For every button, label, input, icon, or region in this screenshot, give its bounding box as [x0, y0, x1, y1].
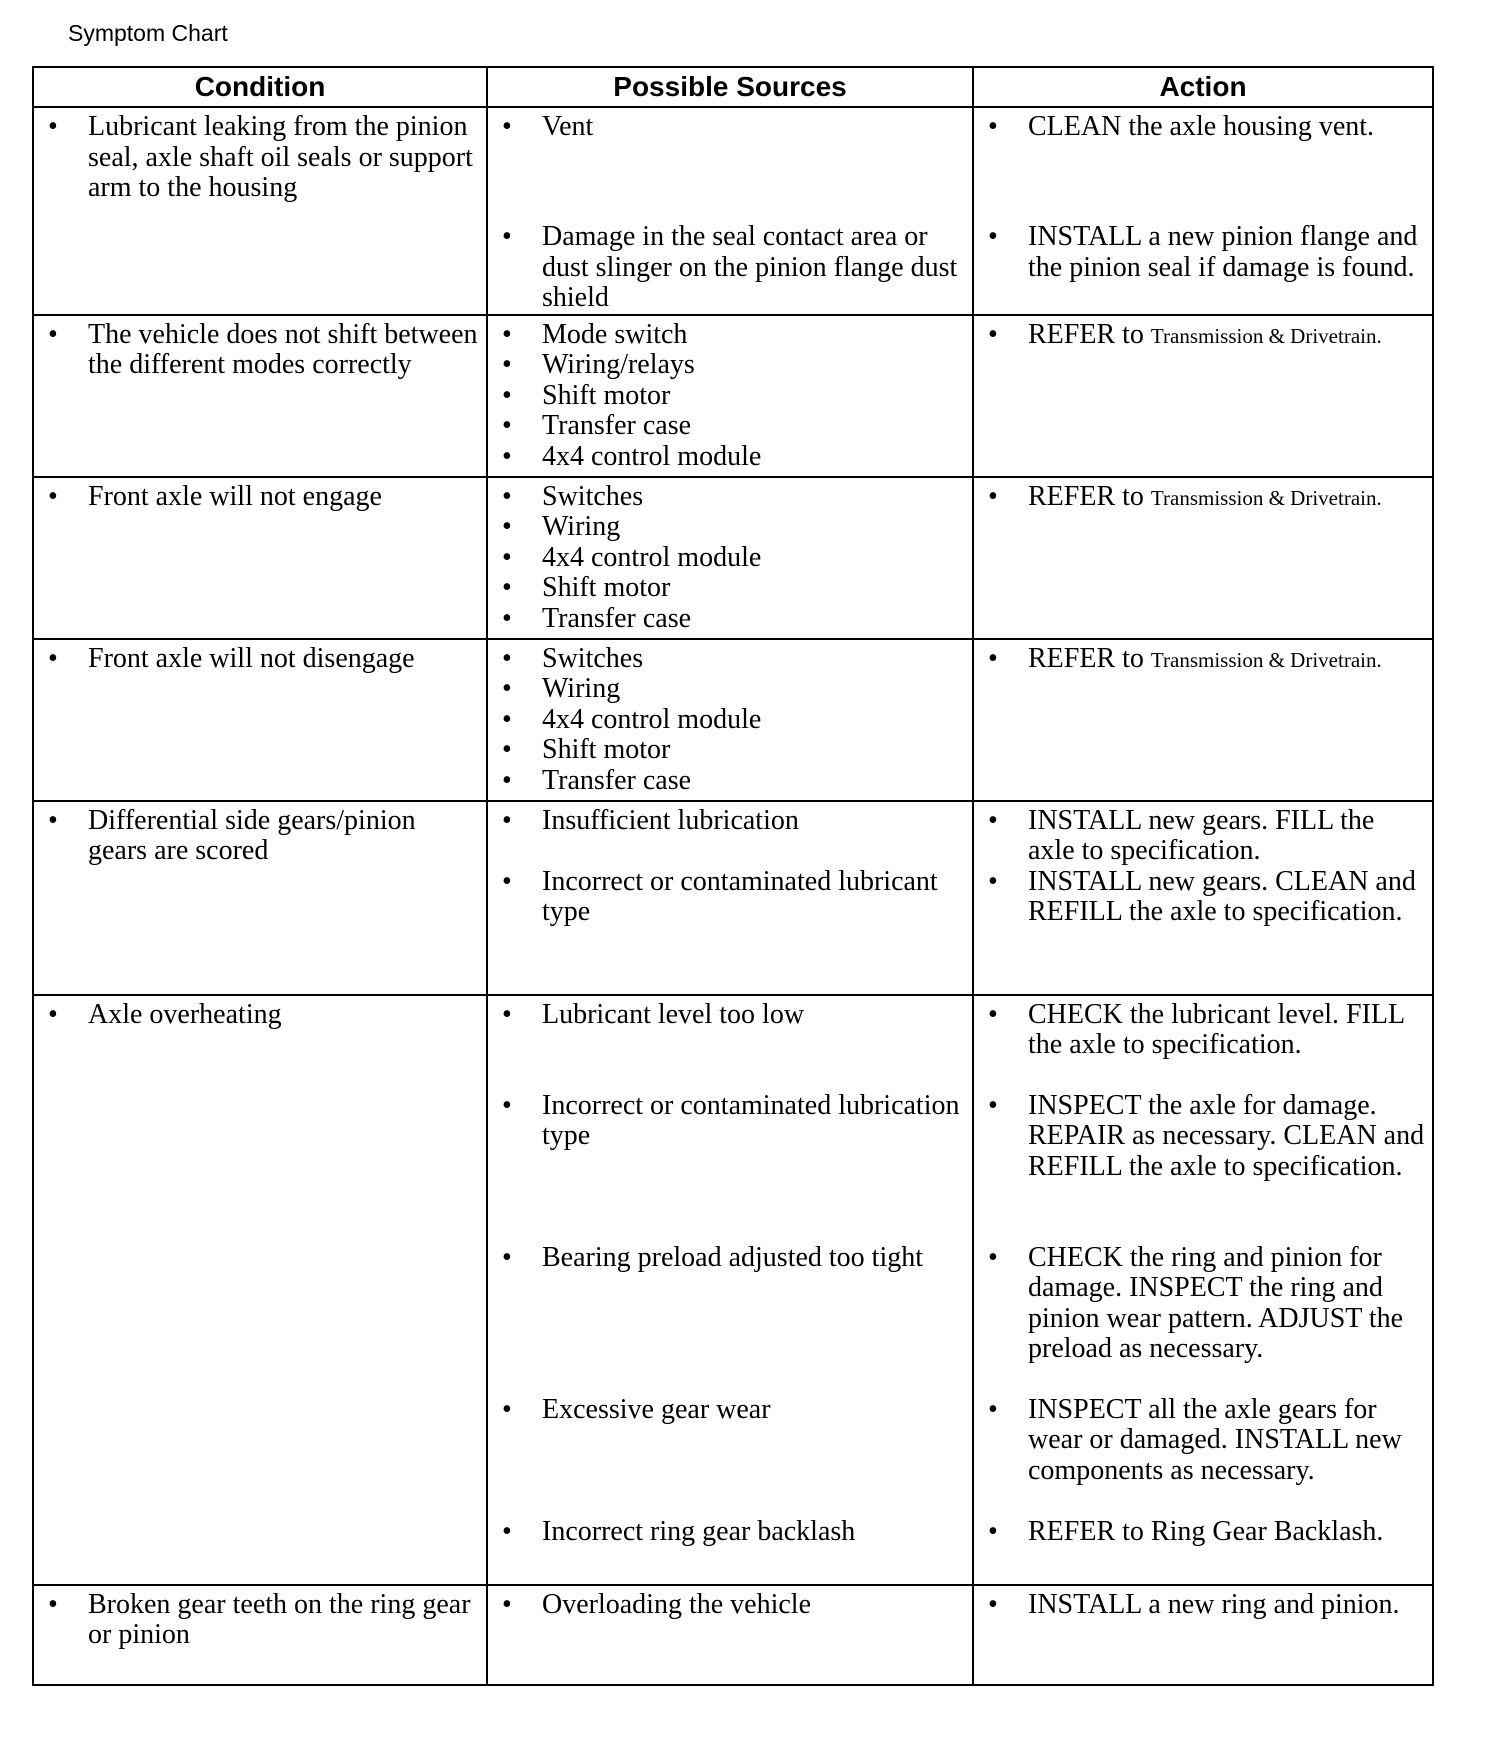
action-text: INSTALL a new pinion flange and the pinion seal if damage is found. [1028, 221, 1418, 283]
sources-cell [487, 315, 973, 477]
table-row [33, 477, 1433, 639]
source-text: Overloading the vehicle [542, 1588, 812, 1620]
condition-text: Axle overheating [88, 998, 282, 1030]
action-item [974, 867, 1432, 928]
bullet-icon: • [502, 804, 512, 836]
table-row [33, 801, 1433, 995]
bullet-icon: • [988, 865, 998, 897]
source-item [488, 1000, 972, 1091]
symptom-table [32, 66, 1434, 1686]
condition-item [34, 482, 486, 513]
source-text: Shift motor [542, 734, 671, 765]
source-item [488, 604, 972, 635]
condition-item [34, 112, 486, 204]
condition-text: Broken gear teeth on the ring gear or pinion [88, 1588, 471, 1650]
source-text: Insufficient lubrication [542, 804, 799, 836]
bullet-icon: • [502, 440, 512, 472]
condition-item [34, 806, 486, 867]
bullet-icon: • [48, 642, 58, 674]
condition-cell [33, 315, 487, 477]
bullet-icon: • [502, 318, 512, 350]
source-text: Vent [542, 111, 594, 142]
bullet-icon: • [502, 480, 512, 512]
bullet-icon: • [502, 541, 512, 573]
action-item [974, 1590, 1432, 1621]
header-action: Action [973, 67, 1433, 107]
action-cell [973, 1585, 1433, 1685]
bullet-icon: • [48, 480, 58, 512]
source-item [488, 350, 972, 381]
bullet-icon: • [502, 703, 512, 735]
bullet-icon: • [48, 111, 58, 142]
action-item [974, 320, 1432, 352]
source-item [488, 112, 972, 222]
bullet-icon: • [988, 318, 998, 350]
source-text: Wiring/relays [542, 349, 695, 380]
source-text: Shift motor [542, 572, 671, 603]
source-item [488, 644, 972, 675]
bullet-icon: • [502, 1089, 512, 1121]
bullet-icon: • [502, 349, 512, 380]
action-text: INSTALL new gears. CLEAN and REFILL the axle to specification. [1028, 865, 1416, 927]
header-condition: Condition [33, 67, 487, 107]
source-item [488, 674, 972, 705]
table-row [33, 995, 1433, 1585]
sources-cell [487, 639, 973, 801]
bullet-icon: • [988, 221, 998, 252]
action-cell [973, 639, 1433, 801]
chart-caption: Symptom Chart [68, 20, 228, 46]
bullet-icon: • [988, 1588, 998, 1620]
bullet-icon: • [502, 998, 512, 1030]
action-text: CLEAN the axle housing vent. [1028, 111, 1375, 142]
action-text: CHECK the lubricant level. FILL the axle to specification. [1028, 998, 1405, 1060]
sources-cell [487, 995, 973, 1585]
action-cell [973, 995, 1433, 1585]
source-text: Bearing preload adjusted too tight [542, 1241, 924, 1273]
source-text: Switches [542, 642, 644, 674]
source-text: 4x4 control module [542, 541, 762, 573]
source-item [488, 1517, 972, 1548]
source-text: 4x4 control module [542, 703, 762, 735]
action-text: INSPECT all the axle gears for wear or damaged. INSTALL new components as necessary. [1028, 1393, 1402, 1486]
condition-text: Front axle will not disengage [88, 642, 415, 674]
source-item [488, 512, 972, 543]
source-item [488, 222, 972, 314]
source-item [488, 1590, 972, 1621]
condition-item [34, 1000, 486, 1031]
source-text: Incorrect or contaminated lubrication type [542, 1089, 960, 1151]
source-item [488, 482, 972, 513]
bullet-icon: • [988, 480, 998, 512]
source-item [488, 1243, 972, 1395]
condition-text: The vehicle does not shift between the different modes correctly [88, 318, 478, 380]
source-item [488, 320, 972, 351]
source-text: Incorrect or contaminated lubricant type [542, 865, 938, 927]
bullet-icon: • [502, 764, 512, 796]
action-item [974, 222, 1432, 283]
bullet-icon: • [502, 1515, 512, 1547]
condition-item [34, 644, 486, 675]
bullet-icon: • [48, 998, 58, 1030]
source-item [488, 1091, 972, 1243]
header-row [33, 67, 1433, 107]
source-item [488, 411, 972, 442]
action-text: REFER to Ring Gear Backlash. [1028, 1515, 1384, 1547]
source-text: 4x4 control module [542, 440, 762, 472]
condition-text: Front axle will not engage [88, 480, 382, 512]
source-item [488, 381, 972, 412]
bullet-icon: • [502, 1241, 512, 1273]
action-item [974, 1091, 1432, 1243]
bullet-icon: • [502, 511, 512, 542]
action-cell [973, 477, 1433, 639]
bullet-icon: • [48, 318, 58, 350]
source-item [488, 867, 972, 928]
source-item [488, 573, 972, 604]
source-item [488, 442, 972, 473]
action-item [974, 1517, 1432, 1548]
action-cell [973, 315, 1433, 477]
source-item [488, 735, 972, 766]
bullet-icon: • [502, 642, 512, 674]
action-text: REFER to [1028, 318, 1144, 350]
condition-item [34, 320, 486, 381]
source-text: Transfer case [542, 410, 692, 441]
bullet-icon: • [988, 1515, 998, 1547]
condition-item [34, 1590, 486, 1651]
table-row [33, 1585, 1433, 1685]
bullet-icon: • [502, 111, 512, 142]
action-text: CHECK the ring and pinion for damage. INSPECT the ring and pinion wear pattern. ADJUST the preload as necessary. [1028, 1241, 1404, 1364]
bullet-icon: • [988, 111, 998, 142]
source-item [488, 1395, 972, 1517]
source-text: Switches [542, 480, 644, 512]
header-possible-sources: Possible Sources [487, 67, 973, 107]
bullet-icon: • [502, 865, 512, 897]
bullet-icon: • [988, 642, 998, 674]
action-text: REFER to [1028, 480, 1144, 512]
condition-text: Differential side gears/pinion gears are scored [88, 804, 416, 866]
bullet-icon: • [502, 673, 512, 704]
source-item [488, 543, 972, 574]
action-item [974, 482, 1432, 514]
table-row [33, 315, 1433, 477]
bullet-icon: • [502, 602, 512, 634]
bullet-icon: • [502, 1588, 512, 1620]
source-text: Incorrect ring gear backlash [542, 1515, 856, 1547]
action-cell [973, 801, 1433, 995]
table-row [33, 639, 1433, 801]
sources-cell [487, 801, 973, 995]
sources-cell [487, 1585, 973, 1685]
action-text: INSTALL new gears. FILL the axle to specification. [1028, 804, 1375, 866]
bullet-icon: • [988, 1393, 998, 1425]
sources-cell [487, 107, 973, 315]
source-text: Shift motor [542, 379, 671, 411]
action-item [974, 1395, 1432, 1517]
source-text: Transfer case [542, 764, 692, 796]
bullet-icon: • [502, 734, 512, 765]
source-text: Mode switch [542, 318, 688, 350]
bullet-icon: • [48, 804, 58, 836]
sources-cell [487, 477, 973, 639]
bullet-icon: • [502, 1393, 512, 1425]
bullet-icon: • [48, 1588, 58, 1620]
source-item [488, 705, 972, 736]
bullet-icon: • [502, 379, 512, 411]
source-text: Lubricant level too low [542, 998, 805, 1030]
source-item [488, 806, 972, 867]
bullet-icon: • [988, 804, 998, 836]
source-text: Transfer case [542, 602, 692, 634]
action-text: INSTALL a new ring and pinion. [1028, 1588, 1400, 1620]
action-item [974, 806, 1432, 867]
condition-cell [33, 995, 487, 1585]
condition-cell [33, 477, 487, 639]
reference-link[interactable]: Transmission & Drivetrain. [1150, 323, 1382, 348]
action-text: REFER to [1028, 642, 1144, 674]
action-item [974, 1243, 1432, 1395]
reference-link[interactable]: Transmission & Drivetrain. [1150, 485, 1382, 510]
bullet-icon: • [988, 998, 998, 1030]
bullet-icon: • [502, 572, 512, 603]
reference-link[interactable]: Transmission & Drivetrain. [1150, 647, 1382, 672]
condition-cell [33, 1585, 487, 1685]
condition-cell [33, 639, 487, 801]
action-item [974, 1000, 1432, 1091]
action-item [974, 112, 1432, 222]
condition-text: Lubricant leaking from the pinion seal, axle shaft oil seals or support arm to the housing [88, 111, 473, 203]
bullet-icon: • [502, 221, 512, 252]
source-item [488, 766, 972, 797]
source-text: Wiring [542, 673, 621, 704]
source-text: Excessive gear wear [542, 1393, 771, 1425]
condition-cell [33, 107, 487, 315]
bullet-icon: • [988, 1089, 998, 1121]
action-item [974, 644, 1432, 676]
table-row [33, 107, 1433, 315]
bullet-icon: • [502, 410, 512, 441]
source-text: Damage in the seal contact area or dust slinger on the pinion flange dust shield [542, 221, 958, 313]
action-cell [973, 107, 1433, 315]
condition-cell [33, 801, 487, 995]
bullet-icon: • [988, 1241, 998, 1273]
action-text: INSPECT the axle for damage. REPAIR as necessary. CLEAN and REFILL the axle to specification. [1028, 1089, 1425, 1182]
source-text: Wiring [542, 511, 621, 542]
